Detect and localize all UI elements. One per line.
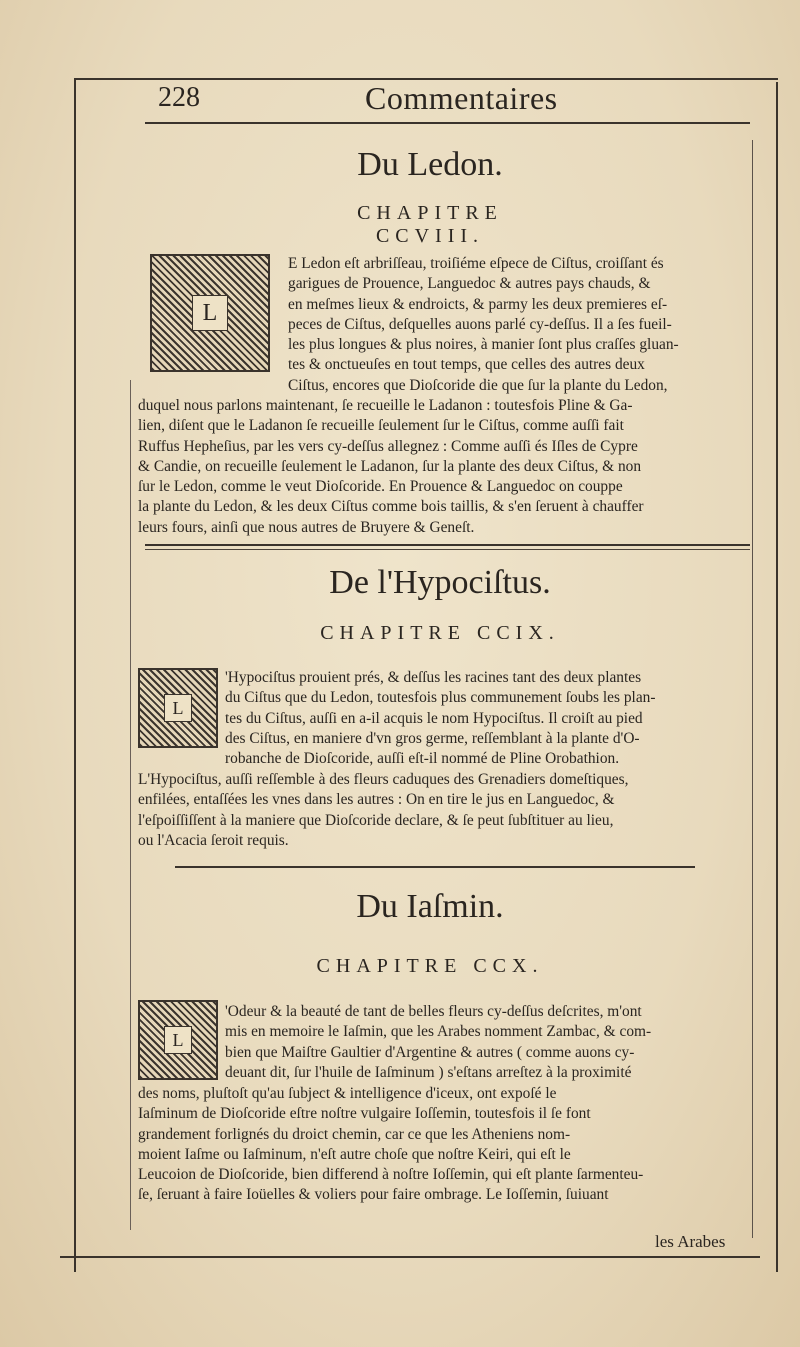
- chapter-heading-ccviii: CHAPITRE CCVIII.: [357, 202, 503, 247]
- text-line: peces de Ciſtus, deſquelles auons parlé cy-deſſus. Il a ſes fueil-: [288, 315, 672, 333]
- text-line: tes du Ciſtus, auſſi en a-il acquis le nom Hypociſtus. Il croiſt au pied: [225, 709, 643, 727]
- text-line: en meſmes lieux & endroicts, & parmy les deux premieres eſ-: [288, 295, 668, 313]
- text-line: l'eſpoiſſiſſent à la maniere que Dioſcoride declare, & ſe peut ſubſtituer au lieu,: [138, 811, 614, 829]
- text-line: Leucoion de Dioſcoride, bien differend à noſtre Ioſſemin, qui eſt plante ſarmenteu-: [138, 1166, 644, 1184]
- initial-letter: L: [164, 1026, 192, 1054]
- paragraph-ledon-full: [138, 396, 748, 538]
- frame-border-right: [776, 82, 778, 1272]
- text-line: & Candie, on recueille ſeulement le Ladanon, ſur la plante des deux Ciſtus, & non: [138, 457, 642, 475]
- text-line: bien que Maiſtre Gaultier d'Argentine & autres ( comme auons cy-: [225, 1043, 635, 1061]
- text-line: ſur le Ledon, comme le veut Dioſcoride. En Prouence & Languedoc on couppe: [138, 478, 623, 496]
- text-line: grandement forlignés du droict chemin, car ce que les Atheniens nom-: [138, 1125, 571, 1143]
- chapter-heading-ccix: CHAPITRE CCIX.: [320, 622, 560, 644]
- ornamental-initial-l: [138, 1000, 218, 1080]
- text-line: Iaſminum de Dioſcoride eſtre noſtre vulgaire Ioſſemin, toutesfois il ſe font: [138, 1105, 591, 1123]
- paragraph-iasmin-full: [138, 1084, 748, 1206]
- text-line: tes & onctueuſes en tout temps, que celles des autres deux: [288, 356, 645, 374]
- ornamental-initial-l: [138, 668, 218, 748]
- section-divider: [175, 866, 695, 868]
- text-line: la plante du Ledon, & les deux Ciſtus comme bois taillis, & s'en ſeruent à chauffer: [138, 498, 644, 516]
- text-line: mis en memoire le Iaſmin, que les Arabes nomment Zambac, & com-: [225, 1023, 652, 1041]
- text-line: 'Odeur & la beauté de tant de belles fleurs cy-deſſus deſcrites, m'ont: [225, 1003, 642, 1020]
- text-line: robanche de Dioſcoride, auſſi eſt-il nommé de Pline Orobathion.: [225, 750, 620, 768]
- section-title-ledon: Du Ledon.: [357, 146, 503, 183]
- text-line: lien, diſent que le Ladanon ſe recueille ſeulement ſur le Ciſtus, comme auſſi fait: [138, 417, 624, 435]
- frame-border-bottom: [60, 1256, 760, 1258]
- text-line: deuant dit, ſur l'huile de Iaſminum ) s'eſtans arreſtez à la proximité: [225, 1063, 632, 1081]
- text-line: ſe, ſeruant à faire Ioüelles & voliers pour faire ombrage. Le Ioſſemin, ſuiuant: [138, 1186, 609, 1204]
- section-divider-thin: [145, 549, 750, 550]
- catchword: les Arabes: [655, 1232, 726, 1251]
- chapter-heading-ccx: CHAPITRE CCX.: [316, 955, 544, 977]
- text-line: les plus longues & plus noires, à manier ſont plus craſſes gluan-: [288, 336, 679, 354]
- text-line: duquel nous parlons maintenant, ſe recueille le Ladanon : toutesfois Pline & Ga-: [138, 397, 633, 414]
- text-line: moient Iaſme ou Iaſminum, n'eſt autre choſe que noſtre Keiri, qui eſt le: [138, 1145, 571, 1163]
- section-title-iasmin: Du Iaſmin.: [356, 888, 504, 925]
- header-rule: [145, 122, 750, 124]
- section-divider: [145, 544, 750, 546]
- text-line: des Ciſtus, en maniere d'vn gros germe, reſſemblant à la plante d'O-: [225, 729, 640, 747]
- text-line: Ruffus Hepheſius, par les vers cy-deſſus allegnez : Comme auſſi és Iſles de Cypre: [138, 437, 638, 455]
- inner-rule-right: [752, 140, 753, 1238]
- text-line: E Ledon eſt arbriſſeau, troiſiéme eſpece de Ciſtus, croiſſant és: [288, 255, 664, 272]
- paragraph-hypocistus-indented: [225, 668, 748, 769]
- text-line: 'Hypociſtus prouient prés, & deſſus les racines tant des deux plantes: [225, 669, 642, 686]
- running-head: [150, 82, 750, 122]
- page-number: 228: [158, 82, 200, 113]
- text-line: ou l'Acacia ſeroit requis.: [138, 831, 289, 849]
- text-line: enfilées, entaſſées les vnes dans les autres : On en tire le jus en Languedoc, &: [138, 791, 615, 809]
- inner-rule-left: [130, 380, 131, 1230]
- text-line: Ciſtus, encores que Dioſcoride die que ſur la plante du Ledon,: [288, 376, 668, 394]
- text-line: garigues de Prouence, Languedoc & autres pays chauds, &: [288, 275, 651, 293]
- paragraph-hypocistus-full: [138, 770, 748, 851]
- initial-letter: L: [192, 295, 228, 331]
- frame-border-left: [74, 80, 76, 1272]
- section-title-hypocistus: De l'Hypociſtus.: [329, 564, 551, 601]
- text-line: L'Hypociſtus, auſſi reſſemble à des fleurs caduques des Grenadiers domeſtiques,: [138, 771, 629, 788]
- text-line: des noms, pluſtoſt qu'au ſubject & intelligence d'iceux, ont expoſé le: [138, 1085, 557, 1102]
- text-line: du Ciſtus que du Ledon, toutesfois plus communement ſoubs les plan-: [225, 689, 656, 707]
- text-line: leurs fours, ainſi que nous autres de Bruyere & Geneſt.: [138, 518, 475, 536]
- paragraph-iasmin-indented: [225, 1002, 748, 1083]
- paragraph-ledon-indented: [288, 254, 748, 396]
- ornamental-initial-l: [150, 254, 270, 372]
- running-title: Commentaires: [365, 80, 558, 116]
- initial-letter: L: [164, 694, 192, 722]
